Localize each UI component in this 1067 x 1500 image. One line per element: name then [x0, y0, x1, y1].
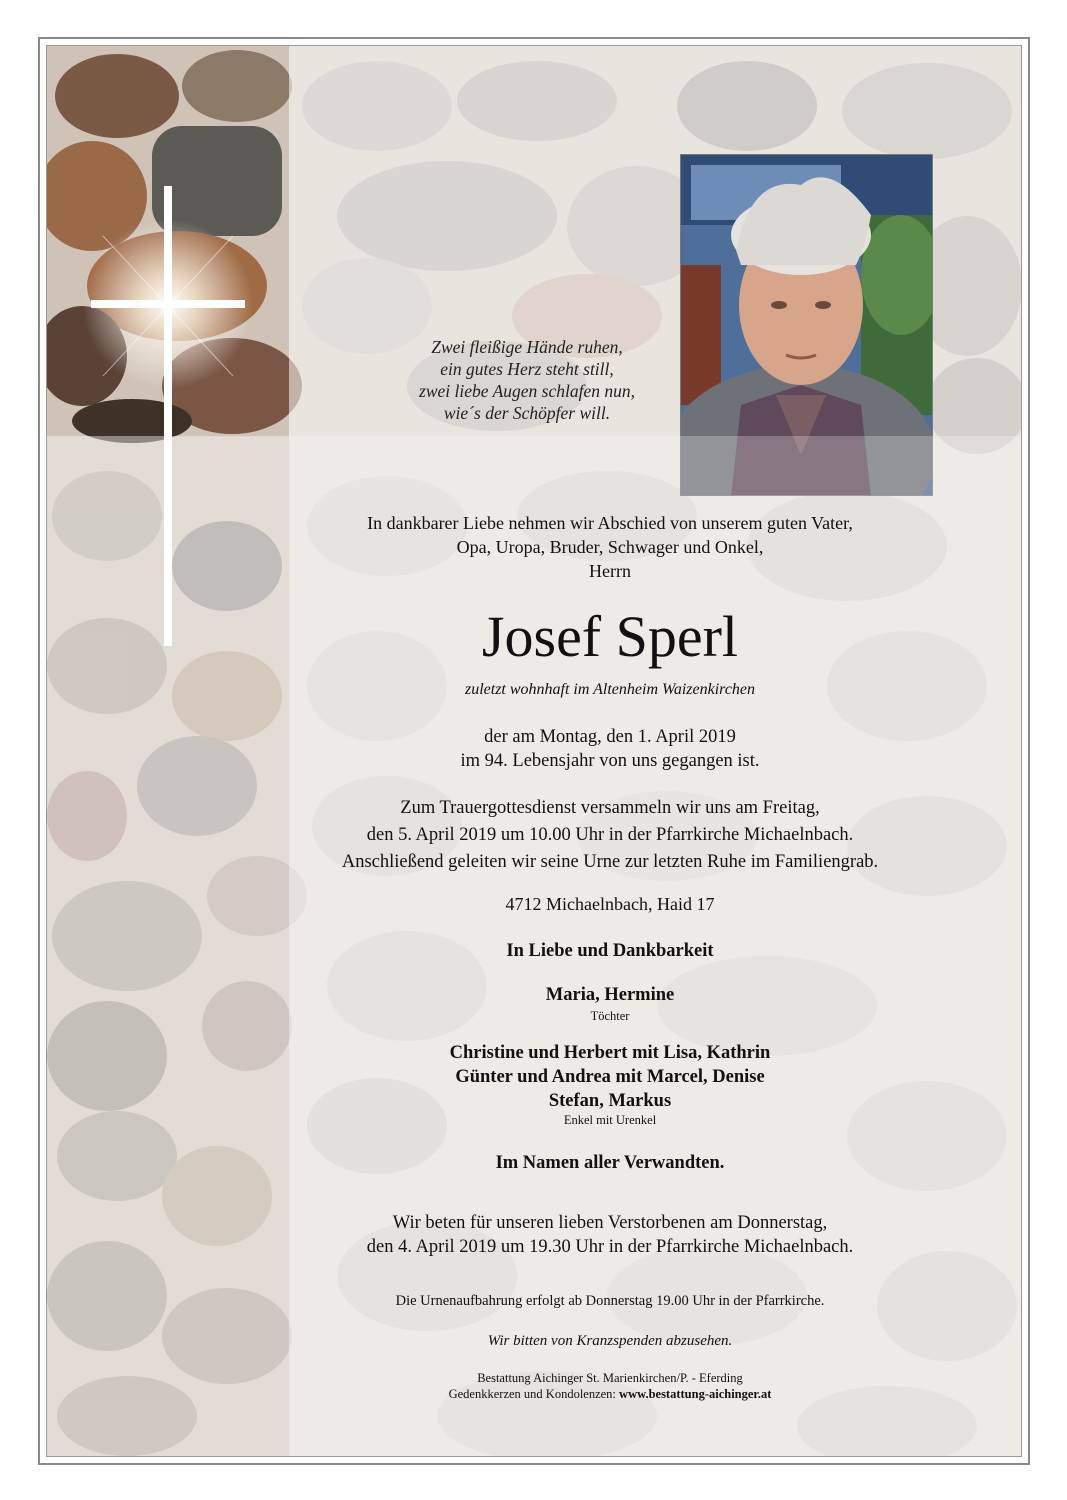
- grandchildren-role: Enkel mit Urenkel: [563, 1113, 657, 1127]
- urn-viewing-note: Die Urnenaufbahrung erfolgt ab Donnerstag 19.00 Uhr in der Pfarrkirche.: [395, 1293, 825, 1309]
- daughters-role: Töchter: [590, 1009, 630, 1023]
- condolence-line: [290, 1386, 930, 1402]
- death-line: der am Montag, den 1. April 2019: [484, 727, 736, 747]
- poem-line: wie´s der Schöpfer will.: [443, 403, 611, 423]
- daughters-names: Maria, Hermine: [545, 985, 675, 1005]
- poem-line: Zwei fleißige Hände ruhen,: [431, 337, 623, 357]
- service-notice: [290, 795, 930, 876]
- memorial-poem: [347, 336, 707, 424]
- poem-line: ein gutes Herz steht still,: [440, 359, 614, 379]
- intro-text: [290, 511, 930, 583]
- death-line: im 94. Lebensjahr von uns gegangen ist.: [460, 751, 760, 771]
- deceased-name: Josef Sperl: [481, 604, 739, 669]
- prayer-notice: [290, 1211, 930, 1259]
- service-line: den 5. April 2019 um 10.00 Uhr in der Pfarrkirche Michaelnbach.: [366, 825, 854, 845]
- residence-line: zuletzt wohnhaft im Altenheim Waizenkirchen: [464, 681, 756, 698]
- relatives-line: Im Namen aller Verwandten.: [495, 1153, 725, 1173]
- funeral-home-website-link[interactable]: www.bestattung-aichinger.at: [619, 1387, 772, 1401]
- love-and-gratitude-heading: In Liebe und Dankbarkeit: [506, 941, 714, 961]
- intro-line: Opa, Uropa, Bruder, Schwager und Onkel,: [456, 537, 764, 557]
- family-address: 4712 Michaelnbach, Haid 17: [505, 894, 715, 914]
- service-line: Anschließend geleiten wir seine Urne zur letzten Ruhe im Familiengrab.: [341, 852, 879, 872]
- intro-line: In dankbarer Liebe nehmen wir Abschied von unserem guten Vater,: [367, 513, 853, 533]
- funeral-home-name: Bestattung Aichinger St. Marienkirchen/P. - Eferding: [477, 1371, 743, 1385]
- death-notice: [290, 725, 930, 773]
- wreath-note: Wir bitten von Kranzspenden abzusehen.: [487, 1333, 733, 1349]
- service-line: Zum Trauergottesdienst versammeln wir uns am Freitag,: [400, 798, 820, 818]
- prayer-line: Wir beten für unseren lieben Verstorbenen am Donnerstag,: [392, 1213, 828, 1233]
- funeral-home-info: [290, 1370, 930, 1402]
- grandchildren-line: Günter und Andrea mit Marcel, Denise: [455, 1067, 765, 1087]
- intro-line: Herrn: [589, 561, 631, 581]
- glowing-cross-icon: [83, 176, 253, 656]
- grandchildren-line: Christine und Herbert mit Lisa, Kathrin: [449, 1043, 771, 1063]
- grandchildren-line: Stefan, Markus: [548, 1091, 672, 1111]
- condolence-label: Gedenkkerzen und Kondolenzen:: [448, 1387, 620, 1401]
- prayer-line: den 4. April 2019 um 19.30 Uhr in der Pfarrkirche Michaelnbach.: [366, 1237, 854, 1257]
- poem-line: zwei liebe Augen schlafen nun,: [419, 381, 635, 401]
- grandchildren-names: [290, 1041, 930, 1113]
